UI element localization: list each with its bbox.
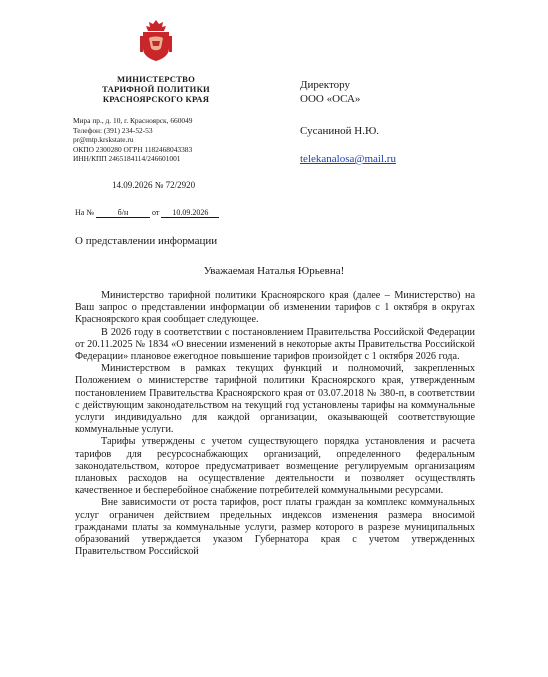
- letter-subject: О представлении информации: [75, 235, 218, 247]
- reply-from: от: [151, 208, 160, 217]
- body-paragraph: Вне зависимости от роста тарифов, рост платы граждан за комплекс коммунальных услуг ограничен действием предельных индексов изменения размера вносимой гражданами платы за коммунальные услуги, размер которого в разрезе муниципальных образований утверждается указом Губернатора края с учетом утвержденных Правительством Российской: [75, 497, 475, 558]
- reply-number: б/н: [96, 208, 150, 218]
- recipient-company: ООО «ОСА»: [300, 93, 361, 105]
- inn-line: ИНН/КПП 2465184114/246601001: [73, 154, 181, 164]
- ministry-line: ТАРИФНОЙ ПОЛИТИКИ: [102, 84, 210, 94]
- ministry-contacts: [73, 116, 273, 164]
- recipient-block: [300, 78, 396, 166]
- ministry-line: МИНИСТЕРСТВО: [117, 74, 195, 84]
- letter-greeting: Уважаемая Наталья Юрьевна!: [203, 265, 345, 277]
- recipient-name: Сусаниной Н.Ю.: [300, 125, 380, 137]
- recipient-email-link[interactable]: telekanalosa@mail.ru: [300, 153, 396, 165]
- coat-of-arms-icon: [139, 18, 173, 62]
- reply-date: 10.09.2026: [161, 208, 219, 218]
- body-paragraph: Министерство тарифной политики Красноярского края (далее – Министерство) на Ваш запрос о представлении информации об изменении тарифов с 1 октября в округах Красноярского края сообщает следующее.: [75, 290, 475, 326]
- reply-prefix: На №: [75, 208, 94, 217]
- phone-line: Телефон: (391) 234-52-53: [73, 125, 153, 135]
- ministry-name: [74, 74, 238, 104]
- reply-reference: [75, 208, 219, 218]
- recipient-title: Директору: [300, 79, 350, 91]
- body-paragraph: Министерством в рамках текущих функций и полномочий, закрепленных Положением о министерстве тарифной политики Красноярского края, утвержденным постановлением Правительства Красноярского края от 03.07.2018 № 380-п, в соответствии с действующим законодательством на текущий год установлены тарифы на коммунальные услуги индивидуально для каждой организации, оказывающей соответствующие коммунальные услуги.: [75, 363, 475, 436]
- letter-body: [75, 290, 475, 558]
- ministry-line: КРАСНОЯРСКОГО КРАЯ: [102, 94, 210, 104]
- outgoing-number: 14.09.2026 № 72/2920: [112, 180, 196, 190]
- body-paragraph: Тарифы утверждены с учетом существующего порядка установления и расчета тарифов для ресурсоснабжающих организаций, определенного федеральным законодательством, которое предусматривает возмещение регулируемым организациям плановых расходов на осуществление деятельности и позволяет осуществлять качественное и бесперебойное снабжение потребителей коммунальными ресурсами.: [75, 436, 475, 497]
- email-line: pr@mtp.krskstate.ru: [73, 135, 134, 145]
- address-line: Мира пр., д. 10, г. Красноярск, 660049: [73, 116, 193, 125]
- okpo-line: ОКПО 2300280 ОГРН 1182468043383: [73, 144, 193, 154]
- body-paragraph: В 2026 году в соответствии с постановлением Правительства Российской Федерации от 20.11.2025 № 1834 «О внесении изменений в некоторые акты Правительства Российской Федерации» плановое ежегодное повышение тарифов произойдет с 1 октября 2026 года.: [75, 326, 475, 363]
